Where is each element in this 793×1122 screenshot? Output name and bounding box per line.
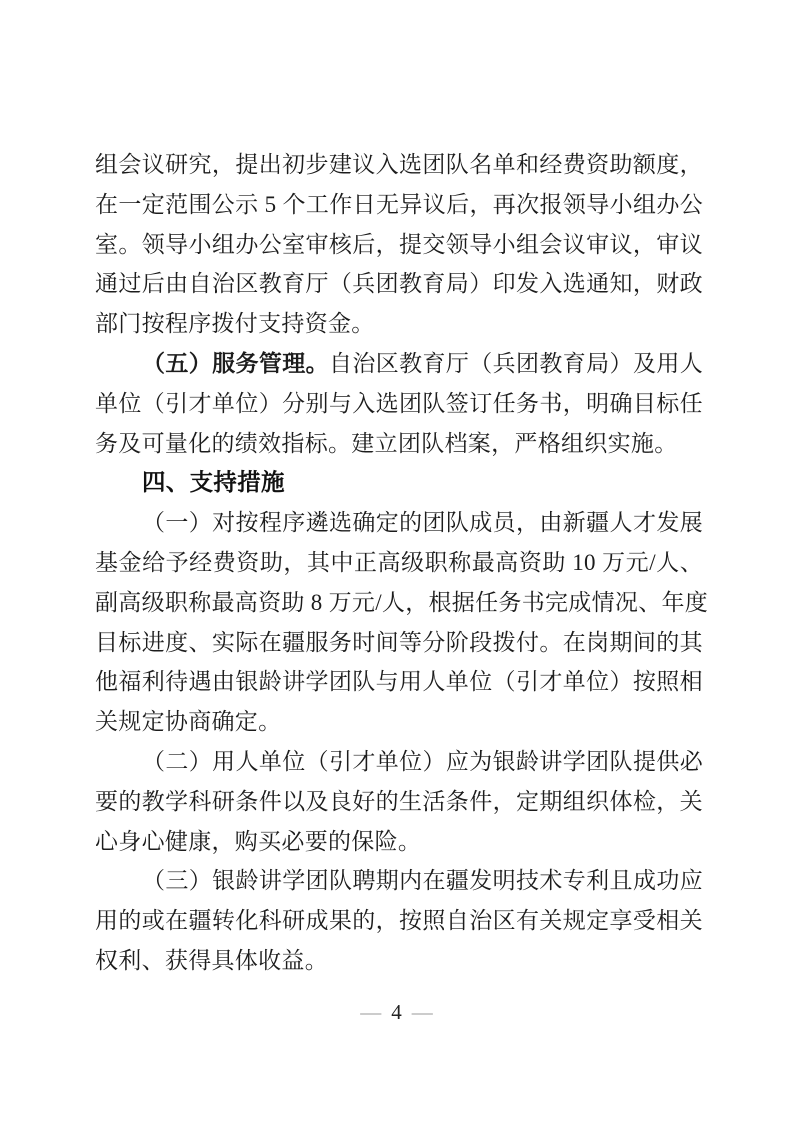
text-line (95, 225, 703, 265)
text-run: （二）用人单位（引才单位）应为银龄讲学团队提供必 (142, 748, 703, 774)
text-line (95, 742, 703, 782)
text-run: 组会议研究，提出初步建议入选团队名单和经费资助额度， (95, 152, 703, 177)
text-run: 用的或在疆转化科研成果的，按照自治区有关规定享受相关 (95, 908, 703, 934)
paragraph (95, 861, 703, 980)
text-run: 单位（引才单位）分别与入选团队签订任务书，明确目标任 (95, 390, 703, 416)
text-line (95, 901, 703, 941)
paragraph (95, 503, 709, 742)
text-run: 在一定范围公示 5 个工作日无异议后，再次报领导小组办公 (95, 191, 703, 217)
text-line (95, 782, 703, 822)
text-run: 通过后由自治区教育厅（兵团教育局）印发入选通知，财政 (95, 271, 703, 297)
text-line (95, 702, 703, 742)
text-run: 目标进度、实际在疆服务时间等分阶段拨付。在岗期间的其 (95, 629, 703, 655)
text-line (95, 185, 703, 225)
text-run: 心身心健康，购买必要的保险。 (95, 828, 422, 854)
text-run: （一）对按程序遴选确定的团队成员，由新疆人才发展 (142, 510, 703, 536)
text-line (95, 384, 703, 424)
text-run: 自治区教育厅（兵团教育局）及用人 (329, 350, 703, 376)
paragraph (95, 145, 703, 344)
page-footer (0, 998, 793, 1026)
text-line (95, 543, 703, 583)
text-line (95, 463, 703, 503)
text-line (95, 264, 703, 304)
text-run: 四、支持措施 (142, 469, 285, 496)
section-heading (95, 463, 703, 503)
text-run: 部门按程序拨付支持资金。 (95, 311, 375, 337)
text-line (95, 424, 703, 464)
text-run: 权利、获得具体收益。 (95, 947, 328, 973)
text-run: 基金给予经费资助，其中正高级职称最高资助 10 万元/人、 (95, 549, 703, 575)
text-line (95, 344, 703, 384)
text-run: 副高级职称最高资助 8 万元/人，根据任务书完成情况、年度 (95, 589, 709, 615)
text-line (95, 662, 703, 702)
text-run: 他福利待遇由银龄讲学团队与用人单位（引才单位）按照相 (95, 669, 703, 695)
paragraph (95, 344, 703, 463)
footer-right-dash: — (411, 1000, 433, 1024)
text-run: 关规定协商确定。 (95, 709, 282, 735)
text-line (95, 583, 709, 623)
text-line (95, 822, 703, 862)
text-run: 要的教学科研条件以及良好的生活条件，定期组织体检，关 (95, 788, 703, 814)
text-line (95, 941, 703, 981)
document-body (95, 145, 709, 981)
text-line (95, 623, 703, 663)
text-run: （三）银龄讲学团队聘期内在疆发明技术专利且成功应 (142, 868, 703, 894)
text-line (95, 145, 703, 185)
text-line (95, 861, 703, 901)
page-number: 4 (391, 1000, 402, 1024)
paragraph (95, 742, 703, 861)
text-line (95, 503, 703, 543)
bold-text-run: （五）服务管理。 (142, 350, 330, 376)
text-run: 室。领导小组办公室审核后，提交领导小组会议审议，审议 (95, 231, 703, 257)
text-line (95, 304, 703, 344)
text-run: 务及可量化的绩效指标。建立团队档案，严格组织实施。 (95, 430, 678, 456)
footer-left-dash: — (360, 1000, 382, 1024)
